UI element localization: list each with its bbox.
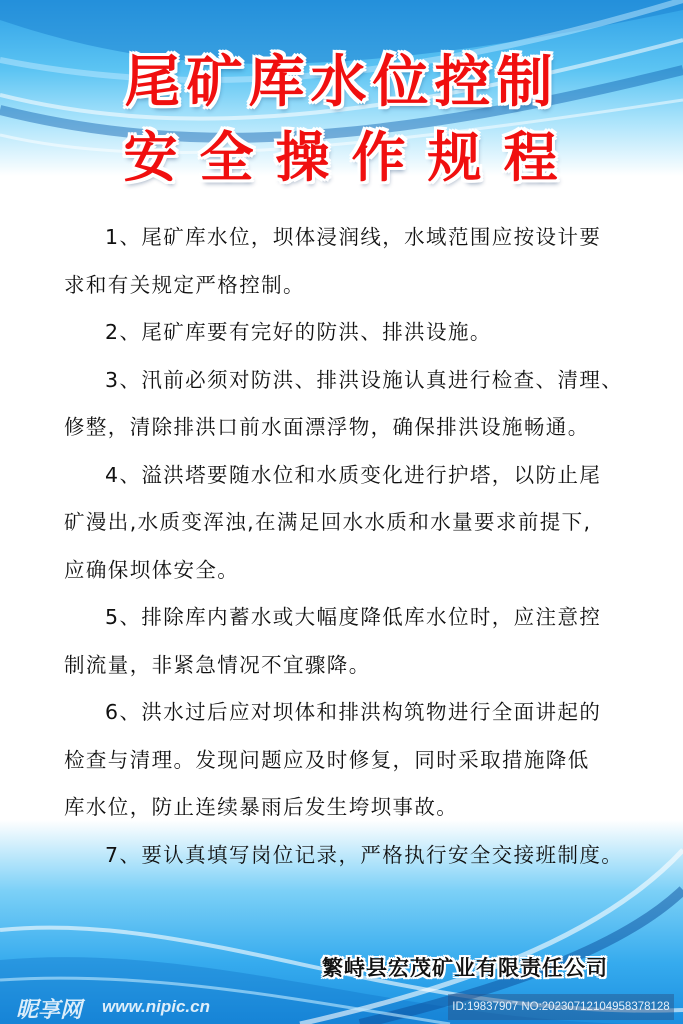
text-line: 矿漫出,水质变浑浊,在满足回水水质和水量要求前提下, [64, 510, 592, 534]
poster-title-line1: 尾矿库水位控制 [124, 50, 559, 115]
watermark-url: www.nipic.cn [102, 997, 210, 1016]
text-line: 4、溢洪塔要随水位和水质变化进行护塔，以防止尾 [105, 462, 602, 487]
company-name: 繁峙县宏茂矿业有限责任公司 [322, 956, 608, 980]
text-line: 1、尾矿库水位，坝体浸润线，水域范围应按设计要 [105, 225, 602, 249]
text-line: 检查与清理。发现问题应及时修复，同时采取措施降低 [64, 747, 590, 772]
poster-title-line2: 安全操作规程 [123, 126, 580, 189]
text-line: 应确保坝体安全。 [64, 557, 240, 582]
text-line: 5、排除库内蓄水或大幅度降低库水位时，应注意控 [105, 605, 602, 629]
regulation-text [64, 214, 634, 879]
watermark-logo: 昵享网 [16, 998, 83, 1023]
text-line: 求和有关规定严格控制。 [64, 272, 305, 297]
text-line: 制流量，非紧急情况不宜骤降。 [64, 652, 371, 677]
watermark-id-label: ID:19837907 NO:20230712104958378128 [448, 994, 674, 1020]
text-line: 6、洪水过后应对坝体和排洪构筑物进行全面讲起的 [105, 700, 602, 724]
text-line: 7、要认真填写岗位记录，严格执行安全交接班制度。 [105, 842, 624, 867]
text-line: 修整，清除排洪口前水面漂浮物，确保排洪设施畅通。 [64, 415, 590, 439]
text-line: 3、汛前必须对防洪、排洪设施认真进行检查、清理、 [105, 367, 624, 392]
text-line: 库水位，防止连续暴雨后发生垮坝事故。 [64, 795, 459, 819]
text-line: 2、尾矿库要有完好的防洪、排洪设施。 [105, 320, 492, 344]
